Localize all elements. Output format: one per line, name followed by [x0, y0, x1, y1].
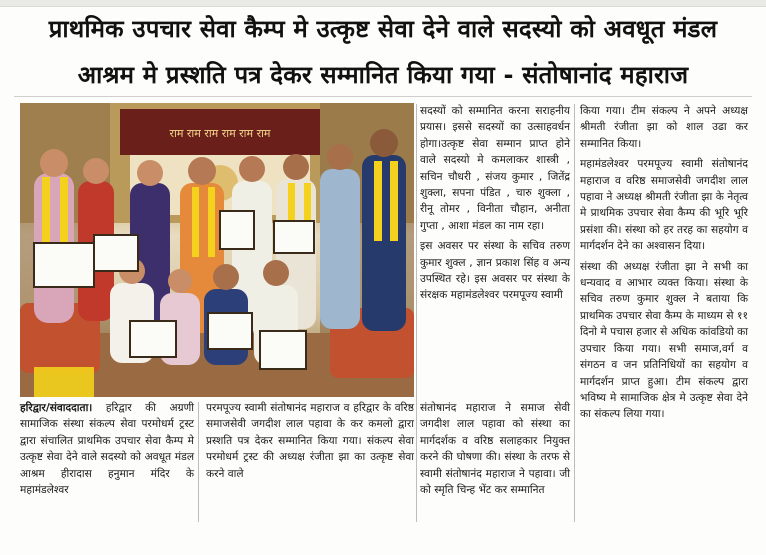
previous-article-strip [0, 0, 766, 7]
column-4-paragraph-2: महामंडलेश्वर परमपूज्य स्वामी संतोषानंद महाराज व वरिष्ठ समाजसेवी जगदीश लाल पहावा ने अध्यक्ष श्रीमती रंजीता झा के नेतृत्व मे प्राथमिक उपचार सेवा कैम्प की भूरि भूरि प्रसंशा की। संस्था को हर तरह का सहयोग व मार्गदर्शन देने का अश्वासन दिया। [580, 158, 748, 253]
column-3-paragraph-2: इस अवसर पर संस्था के सचिव तरुण कुमार शुक्ल , ज्ञान प्रकाश सिंह व अन्य उपस्थित रहे। इस अवसर पर संस्था के संरक्षक महामंडलेश्वर परमपूज्य स्वामी [420, 240, 570, 302]
headline-line-2: आश्रम मे प्रस्शति पत्र देकर सम्मानित किया गया - संतोषानांद महाराज [77, 61, 689, 89]
dateline: हरिद्वार/संवाददाता। [20, 402, 93, 414]
column-3-continuation: संतोषानंद महाराज ने समाज सेवी जगदीश लाल पहावा को संस्था का मार्गदर्शक व वरिष्ठ सलाहकार नियुक्त करने की घोषणा की। संस्था के तरफ से स्वामी संतोषानंद महाराज ने पहावा। जी को स्मृति चिन्ह भेंट कर सम्मानित [420, 402, 570, 497]
news-photo [20, 103, 414, 397]
headline-rule [14, 96, 752, 97]
column-4-paragraph-3: संस्था की अध्यक्ष रंजीता झा ने सभी का धन्यवाद व आभार व्यक्त किया। संस्था के सचिव तरुण कुमार शुक्ल ने बताया कि प्राथमिक उपचार सेवा कैम्प के माध्यम से ११ दिनो मे पचास हजार से अधिक कांवडियो का उपचार किया गया। सभी समाज,वर्ग व संगठन व जन प्रतिनिधियों का सहयोग व मार्गदर्शन प्राप्त हुआ। टीम संकल्प द्वारा भविष्य मे सामाजिक क्षेत्र मे उत्कृष्ट सेवा देने का संकल्प लिया गया। [580, 260, 748, 421]
column-divider [416, 104, 417, 522]
column-3-paragraph-1: सदस्यों को सम्मानित करना सराहनीय प्रयास। इससे सदस्यों का उत्साहवर्धन होगा।उत्कृष्ट सेवा सम्मान प्राप्त होने वाले सदस्यो मे कमलाकर शास्त्री , सचिन चौधरी , संजय कुमार , जितेंद्र शुक्ला, सपना पंडित , चारु शुक्ला , रीनू तोमर , विनीता चौहान, अनीता गुप्ता , आशा मंडल का नाम रहा। [420, 105, 570, 232]
article-column-3-bottom [420, 400, 570, 498]
group-photo-illustration [20, 103, 414, 397]
column-4-paragraph-1: किया गया। टीम संकल्प ने अपने अध्यक्ष श्रीमती रंजीता झा को शाल उढा कर सम्मानित किया। [580, 105, 748, 150]
article-column-3 [420, 103, 570, 304]
column-divider [198, 402, 199, 522]
column-1-text: हरिद्वार की अग्रणी सामाजिक संस्था संकल्प सेवा परमोधर्म ट्रस्ट द्वारा संचालित प्राथमिक उपचार सेवा कैम्प मे उत्कृष्ट सेवा देने वाले सदस्यो को अवधूत मंडल आश्रम हीरादास हनुमान मंदिर के महामंडलेश्वर [20, 402, 194, 497]
article-column-2 [206, 400, 414, 482]
banner-text: राम राम राम राम राम राम [169, 127, 271, 140]
article-column-1 [20, 400, 194, 498]
column-divider [574, 104, 575, 522]
article-column-4 [580, 103, 748, 423]
headline-line-1: प्राथमिक उपचार सेवा कैम्प मे उत्कृष्ट सेवा देने वाले सदस्यो को अवधूत मंडल [48, 15, 718, 43]
column-2-text: परमपूज्य स्वामी संतोषानंद महाराज व हरिद्वार के वरिष्ठ समाजसेवी जगदीश लाल पहावा के कर कमलो द्वारा प्रस्शति पत्र देकर सम्मानित किया गया। संकल्प सेवा परमोधर्म ट्रस्ट की अध्यक्ष रंजीता झा का उत्कृष्ट सेवा करने वाले [206, 402, 414, 480]
